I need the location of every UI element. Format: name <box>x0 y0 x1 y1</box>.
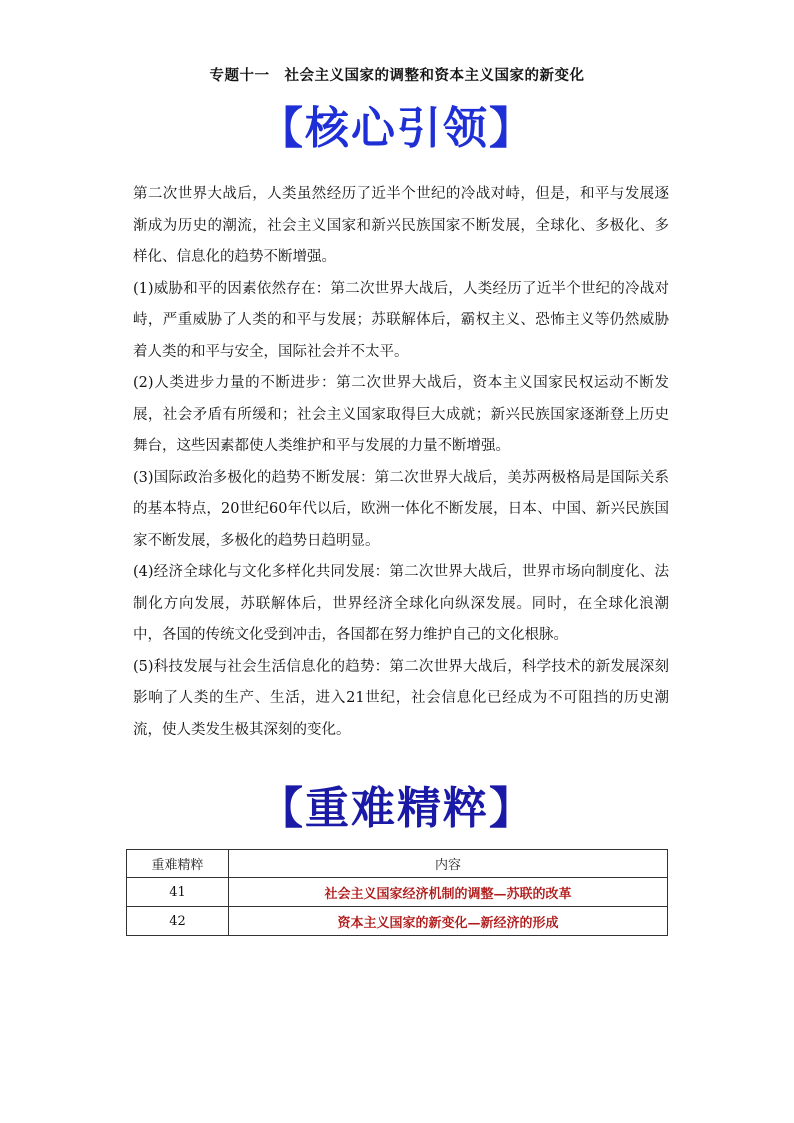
table-header-row <box>127 850 668 878</box>
table-row <box>127 878 668 907</box>
point-5-paragraph: (5)科技发展与社会生活信息化的趋势：第二次世界大战后，科学技术的新发展深刻影响了人类的生产、生活，进入21世纪，社会信息化已经成为不可阻挡的历史潮流，使人类发生极其深刻的变化。 <box>133 658 669 738</box>
table-cell-topic: 资本主义国家的新变化—新经济的形成 <box>229 907 668 936</box>
table-header-content: 内容 <box>229 850 668 878</box>
core-guide-banner: 【核心引领】 <box>259 103 535 154</box>
page-title: 专题十一 社会主义国家的调整和资本主义国家的新变化 <box>209 67 585 84</box>
key-points-banner: 【重难精粹】 <box>259 783 535 834</box>
point-1-paragraph: (1)威胁和平的因素依然存在：第二次世界大战后，人类经历了近半个世纪的冷战对峙，严重威胁了人类的和平与发展；苏联解体后，霸权主义、恐怖主义等仍然威胁着人类的和平与安全，国际社会并不太平。 <box>133 280 669 360</box>
table-row <box>127 907 668 936</box>
table-cell-id: 41 <box>127 878 229 907</box>
body-content <box>133 179 669 746</box>
point-4-paragraph: (4)经济全球化与文化多样化共同发展：第二次世界大战后，世界市场向制度化、法制化方向发展，苏联解体后，世界经济全球化向纵深发展。同时，在全球化浪潮中，各国的传统文化受到冲击，各国都在努力维护自己的文化根脉。 <box>133 564 669 643</box>
intro-paragraph: 第二次世界大战后，人类虽然经历了近半个世纪的冷战对峙，但是，和平与发展逐渐成为历史的潮流，社会主义国家和新兴民族国家不断发展，全球化、多极化、多样化、信息化的趋势不断增强。 <box>133 186 669 265</box>
table-header-key: 重难精粹 <box>127 850 229 878</box>
table-cell-id: 42 <box>127 907 229 936</box>
point-2-paragraph: (2)人类进步力量的不断进步：第二次世界大战后，资本主义国家民权运动不断发展，社会矛盾有所缓和；社会主义国家取得巨大成就；新兴民族国家逐渐登上历史舞台，这些因素都使人类维护和平与发展的力量不断增强。 <box>133 375 669 454</box>
point-3-paragraph: (3)国际政治多极化的趋势不断发展：第二次世界大战后，美苏两极格局是国际关系的基本特点，20世纪60年代以后，欧洲一体化不断发展，日本、中国、新兴民族国家不断发展，多极化的趋势日趋明显。 <box>133 469 669 549</box>
table-cell-topic: 社会主义国家经济机制的调整—苏联的改革 <box>229 878 668 907</box>
key-points-table <box>126 849 668 936</box>
